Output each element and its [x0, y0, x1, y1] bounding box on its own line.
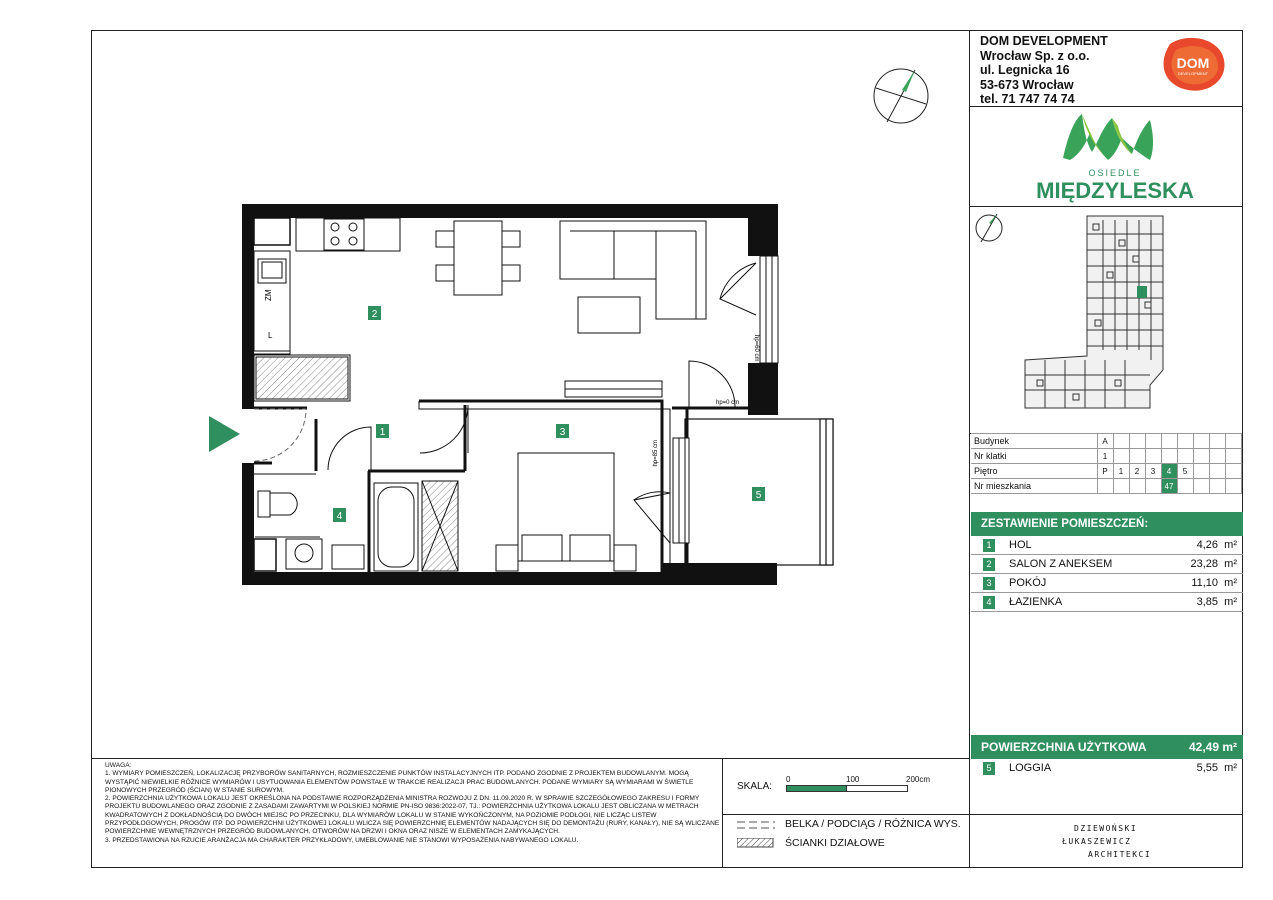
building-table-label: Piętro	[971, 464, 1097, 479]
room-number: 2	[983, 558, 995, 571]
building-table-cell	[1129, 449, 1145, 464]
hp-window-label-2: hp=85 cm	[653, 440, 659, 467]
building-table-cell	[1225, 464, 1241, 479]
building-table-cell	[1193, 449, 1209, 464]
building-table-cell	[1113, 434, 1129, 449]
room-tag-label: 5	[755, 490, 762, 501]
building-table-cell	[1129, 479, 1145, 494]
building-table-label: Nr mieszkania	[971, 479, 1097, 494]
room-name: HOL	[1009, 539, 1032, 551]
bathroom-fixtures	[258, 481, 458, 571]
building-table-cell: 1	[1113, 464, 1129, 479]
building-table-cell: 47	[1161, 479, 1177, 494]
architects-line-1: DZIEWOŃSKI	[1074, 824, 1138, 833]
architects-line-2: ŁUKASZEWICZ	[1062, 837, 1132, 846]
building-key-plan	[975, 210, 1240, 430]
room-row	[971, 593, 1243, 612]
building-table-cell: P	[1097, 464, 1113, 479]
room-name: ŁAZIENKA	[1009, 596, 1063, 608]
building-table-cell: 1	[1097, 449, 1113, 464]
usable-area-label: POWIERZCHNIA UŻYTKOWA	[981, 740, 1147, 754]
room-tag	[333, 508, 346, 522]
building-table-cell	[1225, 434, 1241, 449]
logo-divider	[969, 206, 1243, 207]
osiedle-logo	[1030, 106, 1200, 206]
room-row	[971, 536, 1243, 555]
room-area: 23,28 m²	[1190, 558, 1237, 570]
building-table-cell: 3	[1145, 464, 1161, 479]
dashed-line-icon	[737, 820, 777, 830]
panel-divider	[969, 30, 970, 868]
room-tag-label: 1	[379, 427, 386, 438]
usable-area-value: 42,49 m²	[1188, 740, 1237, 754]
room-number: 1	[983, 539, 995, 552]
building-table-cell: A	[1097, 434, 1113, 449]
loggia-name: LOGGIA	[1009, 762, 1052, 774]
architects-logo	[1062, 822, 1151, 861]
notes-vdivider	[722, 758, 723, 868]
building-table-cell	[1177, 449, 1193, 464]
room-number: 4	[983, 596, 995, 609]
osiedle-small-text: OSIEDLE	[1088, 168, 1142, 178]
building-table-cell: 5	[1177, 464, 1193, 479]
building-table-cell	[1145, 449, 1161, 464]
keyplan-north-icon	[976, 214, 1002, 242]
building-table-cell	[1161, 434, 1177, 449]
building-table-cell	[1129, 434, 1145, 449]
building-table-cell	[1193, 434, 1209, 449]
architects-line-3: ARCHITEKCI	[1088, 850, 1152, 859]
company-address	[980, 34, 1108, 107]
scale-bar-filled	[786, 785, 848, 792]
dom-logo-subtext: DEVELOPMENT	[1177, 71, 1209, 76]
notes-title: UWAGA:	[105, 762, 132, 769]
loggia-row	[971, 759, 1243, 778]
rooms-header: ZESTAWIENIE POMIESZCZEŃ:	[971, 512, 1243, 536]
north-arrow-icon	[872, 66, 930, 126]
room-area: 4,26 m²	[1196, 539, 1237, 551]
notes-block	[105, 762, 720, 845]
notes-divider	[91, 758, 970, 759]
company-street: ul. Legnicka 16	[980, 63, 1070, 77]
building-table-cell: 2	[1129, 464, 1145, 479]
building-table-cell	[1145, 434, 1161, 449]
room-tag	[376, 424, 389, 438]
building-table-cell	[1145, 479, 1161, 494]
company-branch: Wrocław Sp. z o.o.	[980, 48, 1090, 63]
company-city: 53-673 Wrocław	[980, 77, 1074, 92]
sofa	[560, 221, 706, 333]
note-item: 2. POWIERZCHNIA UŻYTKOWA LOKALU JEST OKREŚLONA NA PODSTAWIE ROZPORZĄDZENIA MINISTRA ROZWOJU Z DN. 11.09.2020 R. W SPRAWIE SZCZEGÓŁOWEGO ZAKRESU I FORMY PROJEKTU BUDOWLANEGO ORAZ ZGODNIE Z ZASADAMI ZAWARTYMI W POLSKIEJ NORMIE PN-ISO 9836:2022-07, TJ.: POWIERZCHNIA UŻYTKOWA LOKALU JEST OBLICZANA W METRACH KWADRATOWYCH Z DOKŁADNOŚCIĄ DO DWÓCH MIEJSC PO PRZECINKU, DLA WYMIARÓW LOKALU W STANIE WYKOŃCZONYM, NA POZIOMIE PODŁOGI, NIE LICZĄC LISTEW PRZYPODŁOGOWYCH, PROGÓW ITP. DO POWIERZCHNI UŻYTKOWEJ LOKALU WLICZA SIĘ POWIERZCHNIĘ ELEMENTÓW NADAJĄCYCH SIĘ DO DEMONTAŻU (RURY, KANAŁY), NIE SĄ WLICZANE POWIERZCHNIE WEWNĘTRZNYCH PRZEGRÓD BUDOWLANYCH, OTWORÓW NA DRZWI I OKNA ORAZ NISZE W ELEMENTACH ZAMYKAJĄCYCH.	[105, 795, 720, 836]
loggia-divider	[969, 814, 1243, 815]
hatch-icon	[737, 838, 775, 848]
building-table-label: Budynek	[971, 434, 1097, 449]
scale-tick-0: 0	[786, 775, 791, 784]
building-table-row	[971, 449, 1241, 464]
scale-tick-100: 100	[846, 775, 860, 784]
room-tag-label: 2	[371, 309, 378, 320]
scale-bar-empty	[846, 785, 908, 792]
room-name: SALON Z ANEKSEM	[1009, 558, 1113, 570]
building-table-row	[971, 464, 1241, 479]
osiedle-big-text: MIĘDZYLESKA	[1036, 178, 1194, 203]
note-item: 1. WYMIARY POMIESZCZEŃ, LOKALIZACJĘ PRZYBORÓW SANITARNYCH, ROZMIESZCZENIE PUNKTÓW INSTALACYJNYCH ITP. PODANO ZGODNIE Z PROJEKTEM BUDOWLANYM. MOGĄ WYSTĄPIĆ NIEWIELKIE RÓŻNICE WYMIARÓW I USYTUOWANIA ELEMENTÓW POWSTAŁE W TRAKCIE REALIZACJI PRAC BUDOWLANYCH. PODANE WYMIARY SĄ WYMIARAMI W ŚWIETLE PIONOWYCH PRZEGRÓD (ŚCIAN) W STANIE SUROWYM.	[105, 770, 694, 794]
building-table-row	[971, 434, 1241, 449]
scale-tick-200: 200cm	[906, 775, 931, 784]
room-row	[971, 555, 1243, 574]
building-table-cell	[1209, 449, 1225, 464]
room-area: 11,10 m²	[1191, 577, 1237, 589]
room-tag	[556, 424, 569, 438]
bed	[496, 453, 636, 571]
fridge-label: ZM	[264, 289, 273, 301]
building-table-cell	[1177, 479, 1193, 494]
room-name: POKÓJ	[1009, 577, 1047, 589]
dom-logo-text: DOM	[1176, 55, 1210, 71]
building-table-cell	[1193, 464, 1209, 479]
room-tag	[752, 487, 765, 501]
room-tag-label: 3	[559, 427, 566, 438]
building-table-cell	[1161, 449, 1177, 464]
room-row	[971, 574, 1243, 593]
loggia-number: 5	[983, 762, 995, 775]
note-item: 3. PRZEDSTAWIONA NA RZUCIE ARANŻACJA MA CHARAKTER PRZYKŁADOWY, UMEBLOWANIE NIE STANOWI WYPOSAŻENIA NABYWANEGO LOKALU.	[105, 836, 579, 844]
room-tag-label: 4	[336, 511, 343, 522]
l-label: L	[268, 331, 273, 340]
room-area: 3,85 m²	[1196, 596, 1237, 608]
loggia-area: 5,55 m²	[1196, 762, 1237, 774]
room-tag	[368, 306, 381, 320]
building-table-cell	[1177, 434, 1193, 449]
building-table-cell	[1225, 449, 1241, 464]
building-table-cell: 4	[1161, 464, 1177, 479]
scale-divider	[722, 814, 970, 815]
floor-plan	[200, 195, 850, 595]
building-table-cell	[1209, 434, 1225, 449]
company-phone: tel. 71 747 74 74	[980, 92, 1075, 106]
building-table-cell	[1097, 479, 1113, 494]
keyplan-apartment-highlight	[1137, 286, 1147, 298]
building-table-cell	[1113, 479, 1129, 494]
building-info-table	[971, 433, 1242, 494]
hp-door-label: hp=0 cm	[716, 400, 740, 406]
building-table-row	[971, 479, 1241, 494]
building-table-cell	[1209, 479, 1225, 494]
company-name: DOM DEVELOPMENT	[980, 34, 1108, 48]
hp-window-label-1: hp=60 cm	[753, 335, 759, 362]
entry-arrow-icon	[209, 416, 240, 452]
legend-hatched-label: ŚCIANKI DZIAŁOWE	[785, 837, 885, 849]
dom-development-logo	[1158, 36, 1228, 94]
building-table-cell	[1113, 449, 1129, 464]
dining-table	[436, 221, 520, 295]
legend-dashed-label: BELKA / PODCIĄG / RÓŻNICA WYS.	[785, 818, 961, 830]
building-table-label: Nr klatki	[971, 449, 1097, 464]
building-table-cell	[1193, 479, 1209, 494]
room-number: 3	[983, 577, 995, 590]
scale-label: SKALA:	[737, 781, 773, 792]
building-table-cell	[1225, 479, 1241, 494]
usable-area-bar	[971, 735, 1243, 759]
building-table-cell	[1209, 464, 1225, 479]
